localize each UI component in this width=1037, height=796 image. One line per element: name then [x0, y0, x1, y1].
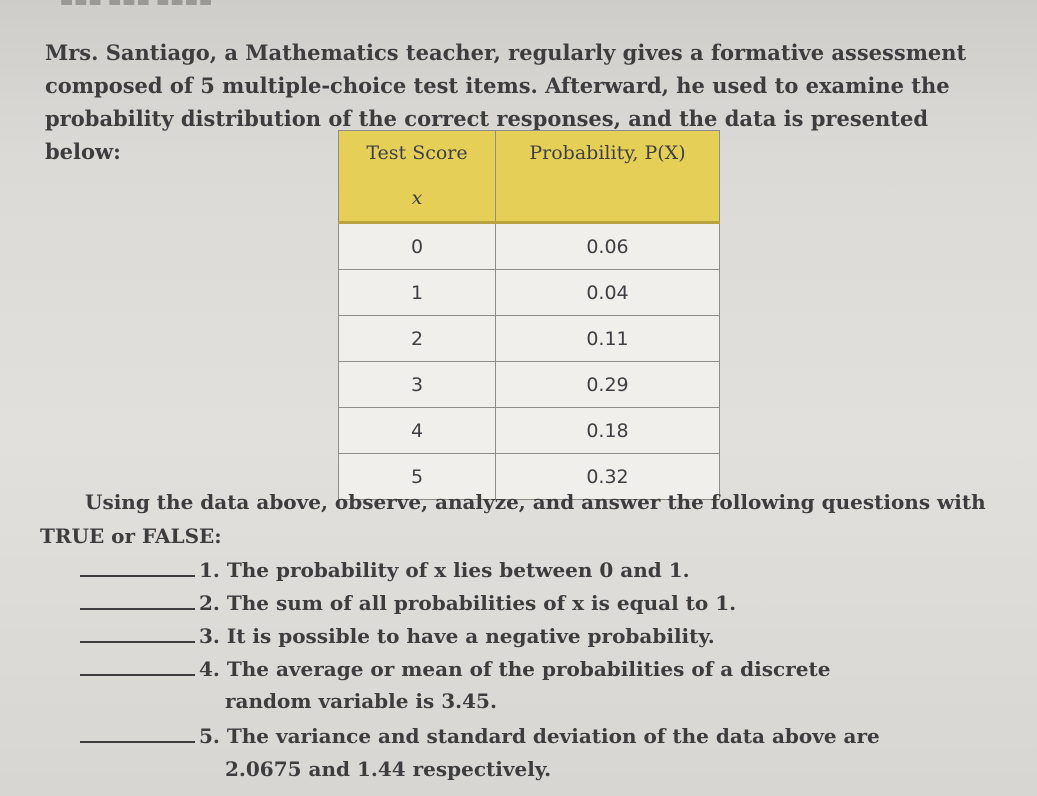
- answer-blank-4[interactable]: [80, 656, 195, 676]
- answer-blank-2[interactable]: [80, 590, 195, 610]
- header-probability: Probability, P(X): [496, 131, 720, 176]
- header-test-score: Test Score: [339, 131, 496, 176]
- table-row: [339, 408, 720, 454]
- table-row: [339, 223, 720, 270]
- instructions-text: Using the data above, observe, analyze, and answer the following questions with: [85, 490, 986, 514]
- score-cell: 0: [339, 223, 496, 270]
- true-false-label: TRUE or FALSE:: [40, 524, 222, 548]
- prob-cell: 0.11: [496, 316, 720, 362]
- answer-blank-3[interactable]: [80, 623, 195, 643]
- question-2: [80, 590, 736, 615]
- prob-cell: 0.06: [496, 223, 720, 270]
- header-blank: [496, 175, 720, 223]
- question-4-text: 4. The average or mean of the probabilities of a discrete: [199, 657, 831, 681]
- question-1: [80, 557, 690, 582]
- score-cell: 5: [339, 454, 496, 500]
- question-3-text: 3. It is possible to have a negative probability.: [199, 624, 715, 648]
- score-cell: 3: [339, 362, 496, 408]
- score-cell: 1: [339, 270, 496, 316]
- question-5: [80, 723, 880, 748]
- table-row: [339, 362, 720, 408]
- question-5-continued: 2.0675 and 1.44 respectively.: [225, 757, 552, 781]
- probability-table: [338, 130, 720, 500]
- prob-cell: 0.32: [496, 454, 720, 500]
- table-row: [339, 270, 720, 316]
- question-2-text: 2. The sum of all probabilities of x is equal to 1.: [199, 591, 737, 615]
- question-3: [80, 623, 715, 648]
- question-4: [80, 656, 830, 681]
- question-4-continued: random variable is 3.45.: [225, 689, 497, 713]
- prob-cell: 0.04: [496, 270, 720, 316]
- prob-cell: 0.29: [496, 362, 720, 408]
- score-cell: 4: [339, 408, 496, 454]
- score-cell: 2: [339, 316, 496, 362]
- question-1-text: 1. The probability of x lies between 0 and 1.: [199, 558, 690, 582]
- answer-blank-5[interactable]: [80, 723, 195, 743]
- header-x: x: [339, 175, 496, 223]
- prob-cell: 0.18: [496, 408, 720, 454]
- answer-blank-1[interactable]: [80, 557, 195, 577]
- question-5-text: 5. The variance and standard deviation of the data above are: [199, 724, 880, 748]
- faint-bleedthrough-text: ▬▬▬ ▬▬▬ ▬▬▬▬: [60, 0, 214, 10]
- problem-intro: Mrs. Santiago, a Mathematics teacher, regularly gives a formative assessment composed of 5 multiple-choice test items. Afterward, he used to examine the probability distribution of the correct responses, and the data is presented below:: [45, 40, 967, 164]
- table-row: [339, 316, 720, 362]
